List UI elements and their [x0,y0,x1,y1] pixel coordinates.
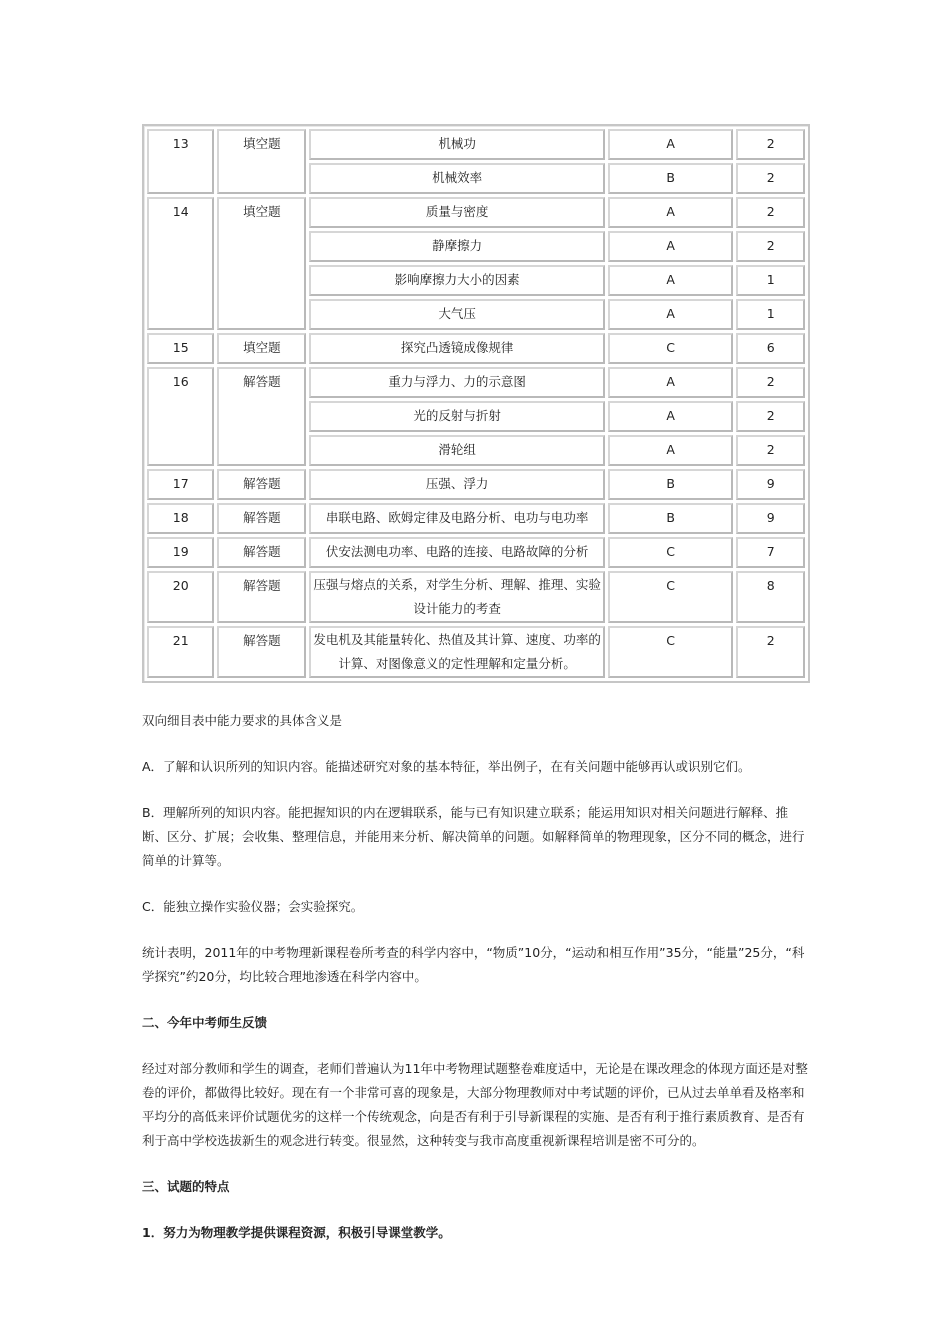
score-cell: 2 [736,435,805,466]
document-page [142,124,810,1245]
table-row [147,503,805,534]
question-type-cell: 填空题 [217,197,306,330]
feedback-paragraph: 经过对部分教师和学生的调查，老师们普遍认为11年中考物理试题整卷难度适中，无论是在课改理念的体现方面还是对整卷的评价，都做得比较好。现在有一个非常可喜的现象是，大部分物理教师对中考试题的评价，已从过去单单看及格率和平均分的高低来评价试题优劣的这样一个传统观念，向是否有利于引导新课程的实施、是否有利于推行素质教育、是否有利于高中学校选拔新生的观念进行转变。很显然，这种转变与我市高度重视新课程培训是密不可分的。 [142,1061,808,1148]
ability-level-cell: A [608,129,734,160]
question-type-cell: 解答题 [217,537,306,568]
score-cell: 2 [736,129,805,160]
knowledge-content-cell: 质量与密度 [309,197,604,228]
ability-level-cell: A [608,231,734,262]
knowledge-content-cell: 机械效率 [309,163,604,194]
score-cell: 2 [736,163,805,194]
table-row [147,571,805,623]
question-number-cell: 15 [147,333,214,364]
knowledge-content-cell: 机械功 [309,129,604,160]
knowledge-content-cell: 大气压 [309,299,604,330]
specification-table-body [147,129,805,678]
section-heading-feedback: 二、今年中考师生反馈 [142,1015,268,1030]
knowledge-content-cell: 滑轮组 [309,435,604,466]
section-heading-features: 三、试题的特点 [142,1179,230,1194]
question-type-cell: 解答题 [217,626,306,678]
score-cell: 2 [736,401,805,432]
knowledge-content-cell: 发电机及其能量转化、热值及其计算、速度、功率的计算、对图像意义的定性理解和定量分析。 [309,626,604,678]
table-row [147,129,805,160]
score-cell: 2 [736,197,805,228]
score-cell: 8 [736,571,805,623]
knowledge-content-cell: 压强与熔点的关系，对学生分析、理解、推理、实验设计能力的考查 [309,571,604,623]
score-cell: 2 [736,367,805,398]
knowledge-content-cell: 压强、浮力 [309,469,604,500]
specification-table [142,124,810,683]
question-number-cell: 17 [147,469,214,500]
question-type-cell: 填空题 [217,333,306,364]
content-statistics: 统计表明，2011年的中考物理新课程卷所考查的科学内容中，“物质”10分，“运动和相互作用”35分，“能量”25分，“科学探究”约20分，均比较合理地渗透在科学内容中。 [142,945,805,984]
table-row [147,197,805,228]
knowledge-content-cell: 静摩擦力 [309,231,604,262]
score-cell: 2 [736,231,805,262]
level-b-definition: B．理解所列的知识内容。能把握知识的内在逻辑联系，能与已有知识建立联系；能运用知识对相关问题进行解释、推断、区分、扩展；会收集、整理信息，并能用来分析、解决简单的问题。如解释简单的物理现象，区分不同的概念，进行简单的计算等。 [142,805,805,868]
ability-level-cell: B [608,503,734,534]
ability-level-cell: A [608,299,734,330]
knowledge-content-cell: 探究凸透镜成像规律 [309,333,604,364]
knowledge-content-cell: 重力与浮力、力的示意图 [309,367,604,398]
score-cell: 1 [736,265,805,296]
knowledge-content-cell: 串联电路、欧姆定律及电路分析、电功与电功率 [309,503,604,534]
ability-level-cell: C [608,537,734,568]
ability-level-cell: C [608,333,734,364]
table-row [147,333,805,364]
score-cell: 6 [736,333,805,364]
knowledge-content-cell: 光的反射与折射 [309,401,604,432]
ability-level-cell: C [608,571,734,623]
ability-level-cell: B [608,469,734,500]
question-number-cell: 13 [147,129,214,194]
knowledge-content-cell: 伏安法测电功率、电路的连接、电路故障的分析 [309,537,604,568]
question-number-cell: 14 [147,197,214,330]
question-type-cell: 解答题 [217,503,306,534]
ability-level-cell: A [608,367,734,398]
feature-subheading-1: 1．努力为物理教学提供课程资源，积极引导课堂教学。 [142,1225,451,1240]
ability-level-cell: B [608,163,734,194]
knowledge-content-cell: 影响摩擦力大小的因素 [309,265,604,296]
ability-level-cell: A [608,401,734,432]
ability-intro: 双向细目表中能力要求的具体含义是 [142,713,343,728]
score-cell: 9 [736,469,805,500]
ability-level-cell: C [608,626,734,678]
question-number-cell: 19 [147,537,214,568]
question-type-cell: 解答题 [217,469,306,500]
ability-level-cell: A [608,435,734,466]
question-type-cell: 解答题 [217,367,306,466]
score-cell: 1 [736,299,805,330]
question-type-cell: 填空题 [217,129,306,194]
table-row [147,367,805,398]
score-cell: 9 [736,503,805,534]
question-number-cell: 16 [147,367,214,466]
question-number-cell: 20 [147,571,214,623]
level-c-definition: C．能独立操作实验仪器；会实验探究。 [142,899,364,914]
score-cell: 7 [736,537,805,568]
question-number-cell: 21 [147,626,214,678]
level-a-definition: A．了解和认识所列的知识内容。能描述研究对象的基本特征，举出例子，在有关问题中能够再认或识别它们。 [142,759,751,774]
question-number-cell: 18 [147,503,214,534]
table-row [147,469,805,500]
question-type-cell: 解答题 [217,571,306,623]
table-row [147,626,805,678]
ability-level-cell: A [608,265,734,296]
score-cell: 2 [736,626,805,678]
ability-level-cell: A [608,197,734,228]
table-row [147,537,805,568]
